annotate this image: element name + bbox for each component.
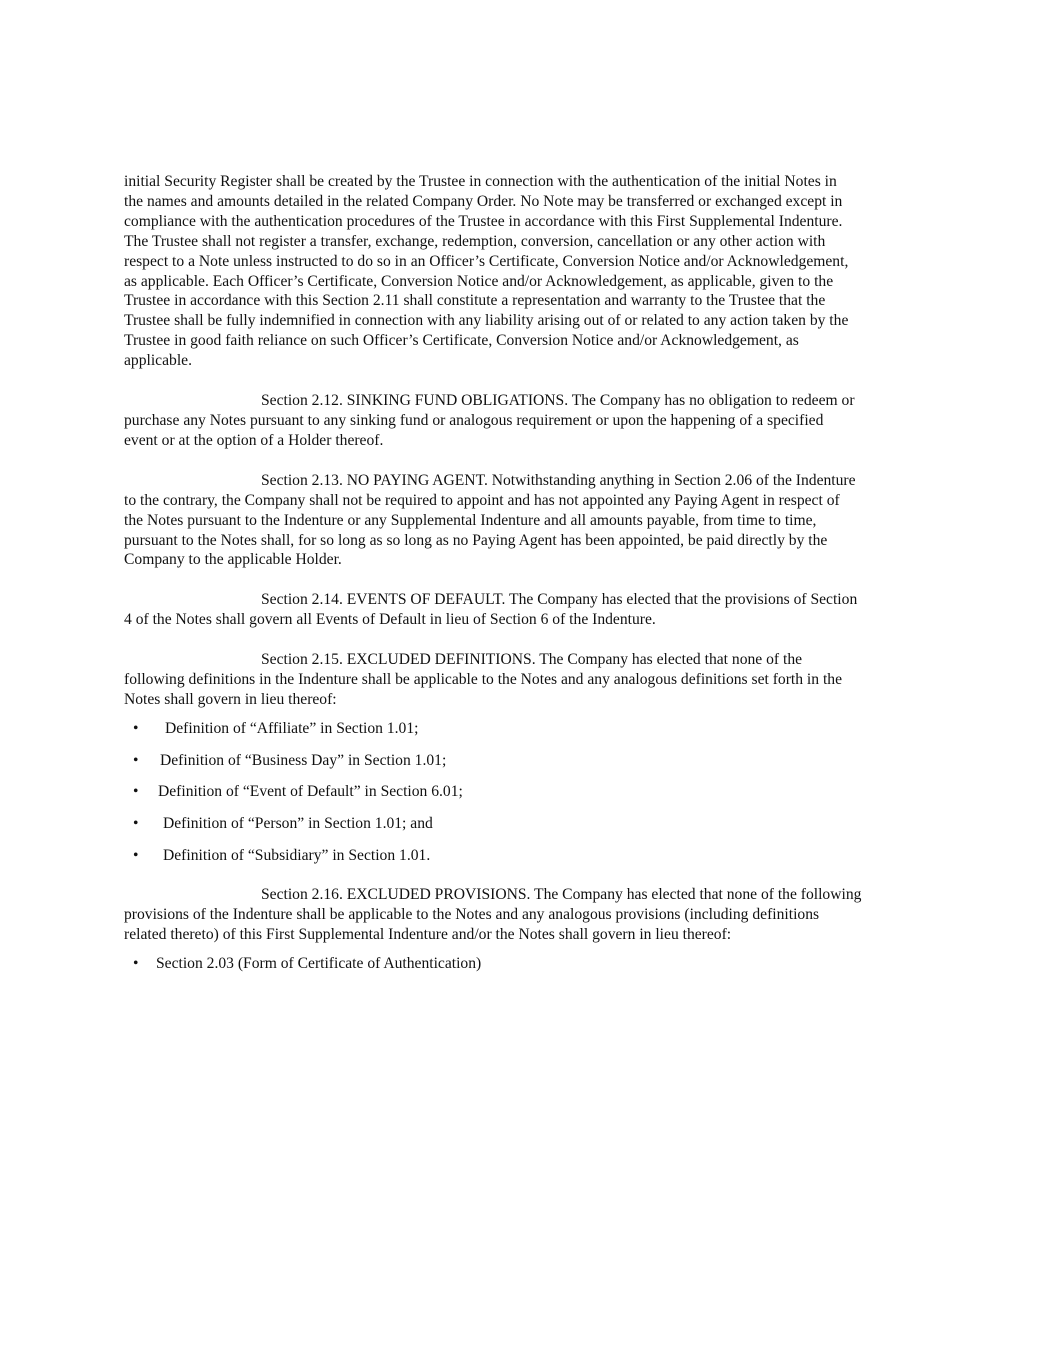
text-line: pursuant to the Notes shall, for so long as so long as no Paying Agent has been appointed, be paid directly by the bbox=[124, 531, 828, 549]
bullet-icon: • bbox=[133, 814, 139, 832]
section-2-15-excluded-definitions bbox=[124, 650, 928, 710]
section-2-16-excluded-provisions bbox=[124, 885, 928, 945]
list-item-text: Section 2.03 (Form of Certificate of Authentication) bbox=[156, 955, 482, 972]
paragraph-security-register bbox=[124, 172, 928, 371]
text-line: purchase any Notes pursuant to any sinking fund or analogous requirement or upon the happening of a specified bbox=[124, 411, 824, 429]
section-2-13-no-paying-agent bbox=[124, 471, 928, 571]
text-line: as applicable. Each Officer’s Certificate, Conversion Notice and/or Acknowledgement, as applicable, given to the bbox=[124, 272, 834, 290]
excluded-provisions-list bbox=[124, 954, 928, 974]
text-line: Trustee shall be fully indemnified in connection with any liability arising out of or related to any action taken by the bbox=[124, 312, 849, 330]
list-item bbox=[124, 814, 928, 834]
list-item-text: Definition of “Business Day” in Section 1.01; bbox=[160, 751, 447, 769]
document-page bbox=[124, 172, 928, 986]
list-item-text: Definition of “Affiliate” in Section 1.01; bbox=[165, 719, 419, 737]
list-item-text: Definition of “Subsidiary” in Section 1.01. bbox=[163, 846, 431, 864]
text-line: Section 2.12. SINKING FUND OBLIGATIONS. The Company has no obligation to redeem or bbox=[261, 392, 855, 410]
section-2-12-sinking-fund bbox=[124, 391, 928, 451]
text-line: The Trustee shall not register a transfer, exchange, redemption, conversion, cancellation or any other action with bbox=[124, 232, 826, 250]
list-item bbox=[124, 751, 928, 771]
text-line: Trustee in accordance with this Section 2.11 shall constitute a representation and warranty to the Trustee that the bbox=[124, 292, 826, 310]
text-line: Trustee in good faith reliance on such Officer’s Certificate, Conversion Notice and/or Acknowledgement, as bbox=[124, 332, 799, 350]
text-line: to the contrary, the Company shall not be required to appoint and has not appointed any Paying Agent in respect of bbox=[124, 491, 840, 509]
text-line: compliance with the authentication procedures of the Trustee in accordance with this First Supplemental Indenture. bbox=[124, 212, 843, 230]
text-line: 4 of the Notes shall govern all Events of Default in lieu of Section 6 of the Indenture. bbox=[124, 611, 656, 629]
text-line: respect to a Note unless instructed to do so in an Officer’s Certificate, Conversion Notice and/or Acknowledgement, bbox=[124, 252, 849, 270]
text-line: following definitions in the Indenture shall be applicable to the Notes and any analogous definitions set forth in the bbox=[124, 671, 843, 689]
bullet-icon: • bbox=[133, 783, 139, 801]
section-2-14-events-of-default bbox=[124, 590, 928, 630]
text-line: provisions of the Indenture shall be applicable to the Notes and any analogous provisions (including definitions bbox=[124, 906, 820, 924]
text-line: event or at the option of a Holder thereof. bbox=[124, 431, 384, 449]
list-item-text: Definition of “Person” in Section 1.01; and bbox=[163, 814, 433, 832]
list-item bbox=[124, 846, 928, 866]
bullet-icon: • bbox=[133, 846, 139, 864]
list-item bbox=[124, 954, 928, 974]
bullet-icon: • bbox=[133, 955, 139, 972]
text-line: Section 2.14. EVENTS OF DEFAULT. The Company has elected that the provisions of Section bbox=[261, 591, 858, 609]
excluded-definitions-list bbox=[124, 719, 928, 866]
text-line: related thereto) of this First Supplemental Indenture and/or the Notes shall govern in lieu thereof: bbox=[124, 926, 732, 944]
text-line: Company to the applicable Holder. bbox=[124, 551, 342, 569]
text-line: the Notes pursuant to the Indenture or any Supplemental Indenture and all amounts payable, from time to time, bbox=[124, 511, 817, 529]
text-line: applicable. bbox=[124, 352, 192, 370]
text-line: initial Security Register shall be created by the Trustee in connection with the authentication of the initial Notes in bbox=[124, 173, 837, 190]
bullet-icon: • bbox=[133, 751, 139, 769]
text-line: Notes shall govern in lieu thereof: bbox=[124, 690, 337, 708]
text-line: Section 2.13. NO PAYING AGENT. Notwithstanding anything in Section 2.06 of the Indenture bbox=[261, 471, 856, 489]
list-item bbox=[124, 782, 928, 802]
text-line: the names and amounts detailed in the related Company Order. No Note may be transferred or exchanged except in bbox=[124, 192, 843, 210]
text-line: Section 2.15. EXCLUDED DEFINITIONS. The Company has elected that none of the bbox=[261, 651, 803, 669]
text-line: Section 2.16. EXCLUDED PROVISIONS. The Company has elected that none of the following bbox=[261, 886, 862, 904]
list-item-text: Definition of “Event of Default” in Section 6.01; bbox=[158, 783, 463, 801]
bullet-icon: • bbox=[133, 719, 139, 737]
list-item bbox=[124, 719, 928, 739]
